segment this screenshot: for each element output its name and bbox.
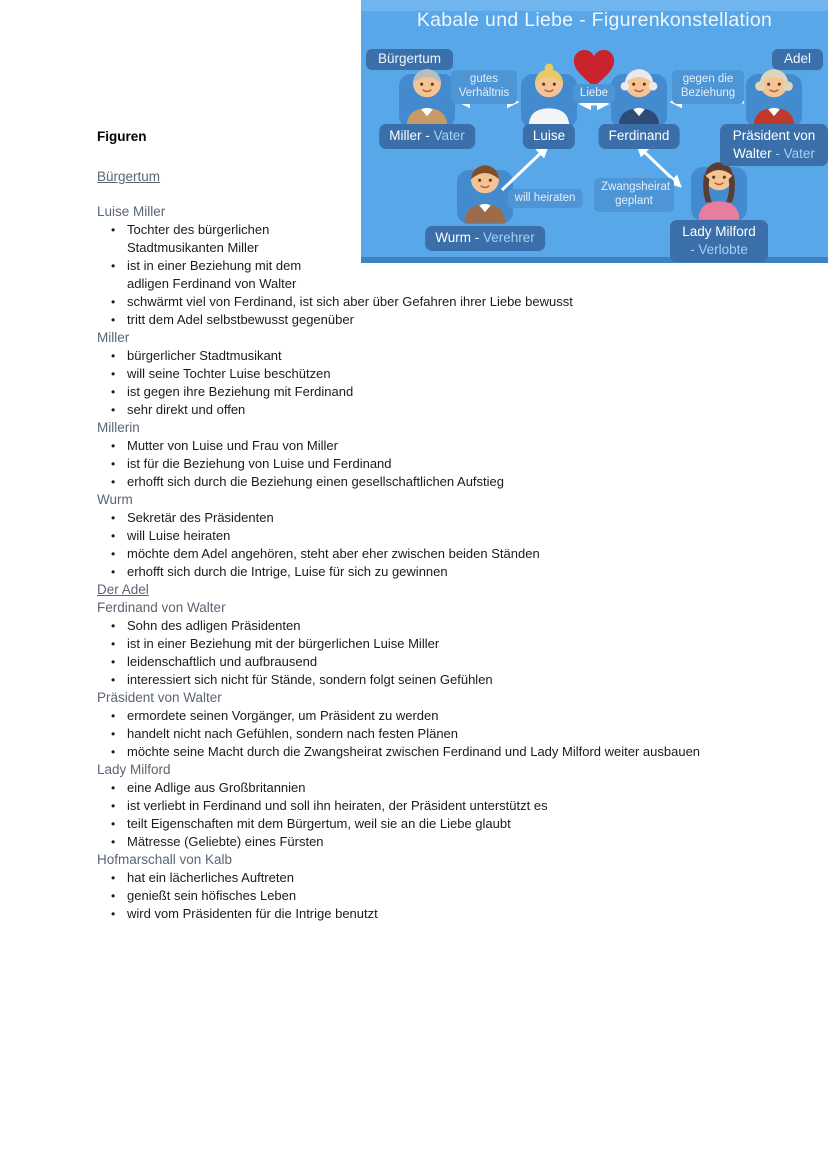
character-heading-wurm: Wurm bbox=[97, 492, 133, 507]
bullet-item: • ist in einer Beziehung mit der bürgerlichen Luise Miller bbox=[97, 635, 797, 653]
bullet-item: • tritt dem Adel selbstbewusst gegenüber bbox=[97, 311, 797, 329]
bullet-item: • Sekretär des Präsidenten bbox=[97, 509, 797, 527]
character-label-lady: Lady Milford - Verlobte bbox=[670, 220, 768, 262]
bullet-item: • ermordete seinen Vorgänger, um Präsident zu werden bbox=[97, 707, 797, 725]
character-heading-hofmarschall: Hofmarschall von Kalb bbox=[97, 852, 233, 867]
group-badge-buergertum: Bürgertum bbox=[366, 49, 453, 70]
section-heading-der-adel: Der Adel bbox=[97, 582, 149, 597]
relation-label-zwangsheirat: Zwangsheirat geplant bbox=[594, 178, 674, 212]
character-heading-miller: Miller bbox=[97, 330, 130, 345]
character-heading-lady-milford: Lady Milford bbox=[97, 762, 171, 777]
relation-label-liebe: Liebe bbox=[573, 84, 615, 103]
group-badge-adel: Adel bbox=[772, 49, 823, 70]
bullet-item: • möchte seine Macht durch die Zwangsheirat zwischen Ferdinand und Lady Milford weiter ausbauen bbox=[97, 743, 797, 761]
arrow-wurm-luise bbox=[502, 147, 547, 190]
diagram-title: Kabale und Liebe - Figurenkonstellation bbox=[416, 9, 773, 31]
bullet-list-wurm bbox=[97, 509, 797, 581]
bullet-item: • Tochter des bürgerlichen Stadtmusikanten Miller bbox=[97, 221, 332, 257]
character-heading-ferdinand: Ferdinand von Walter bbox=[97, 600, 226, 615]
bullet-item: • wird vom Präsidenten für die Intrige benutzt bbox=[97, 905, 797, 923]
figure-constellation-diagram bbox=[361, 0, 828, 263]
bullet-list-praesident bbox=[97, 707, 797, 761]
bullet-item: • genießt sein höfisches Leben bbox=[97, 887, 797, 905]
bullet-item: • möchte dem Adel angehören, steht aber eher zwischen beiden Ständen bbox=[97, 545, 797, 563]
bullet-item: • eine Adlige aus Großbritannien bbox=[97, 779, 797, 797]
relation-label-gutes-verhaeltnis: gutes Verhältnis bbox=[451, 70, 517, 104]
heart-icon bbox=[571, 47, 617, 89]
bullet-item: • will seine Tochter Luise beschützen bbox=[97, 365, 797, 383]
character-heading-millerin: Millerin bbox=[97, 420, 140, 435]
character-label-praesident: Präsident von Walter - Vater bbox=[720, 124, 828, 166]
bullet-item: • hat ein lächerliches Auftreten bbox=[97, 869, 797, 887]
bullet-list-miller bbox=[97, 347, 797, 419]
bullet-item: • erhofft sich durch die Intrige, Luise für sich zu gewinnen bbox=[97, 563, 797, 581]
bullet-item: • Sohn des adligen Präsidenten bbox=[97, 617, 797, 635]
bullet-item: • interessiert sich nicht für Stände, sondern folgt seinen Gefühlen bbox=[97, 671, 797, 689]
bullet-item: • ist gegen ihre Beziehung mit Ferdinand bbox=[97, 383, 797, 401]
bullet-item: • ist für die Beziehung von Luise und Ferdinand bbox=[97, 455, 797, 473]
relation-label-will-heiraten: will heiraten bbox=[508, 189, 583, 208]
character-heading-luise-miller: Luise Miller bbox=[97, 204, 166, 219]
bullet-item: • schwärmt viel von Ferdinand, ist sich aber über Gefahren ihrer Liebe bewusst bbox=[97, 293, 797, 311]
bullet-item: • erhofft sich durch die Beziehung einen gesellschaftlichen Aufstieg bbox=[97, 473, 797, 491]
character-label-miller: Miller - Vater bbox=[379, 124, 475, 149]
bullet-list-ferdinand bbox=[97, 617, 797, 689]
bullet-item: • bürgerlicher Stadtmusikant bbox=[97, 347, 797, 365]
relation-label-gegen-die-beziehung: gegen die Beziehung bbox=[672, 70, 744, 104]
character-label-luise: Luise bbox=[523, 124, 575, 149]
section-heading-buergertum: Bürgertum bbox=[97, 169, 161, 184]
character-label-wurm: Wurm - Verehrer bbox=[425, 226, 545, 251]
bullet-item: • ist in einer Beziehung mit dem adligen Ferdinand von Walter bbox=[97, 257, 332, 293]
bullet-item: • Mätresse (Geliebte) eines Fürsten bbox=[97, 833, 797, 851]
character-heading-praesident: Präsident von Walter bbox=[97, 690, 222, 705]
bullet-list-lady-milford bbox=[97, 779, 797, 851]
bullet-item: • teilt Eigenschaften mit dem Bürgertum, weil sie an die Liebe glaubt bbox=[97, 815, 797, 833]
character-label-ferdinand: Ferdinand bbox=[599, 124, 680, 149]
doc-title: Figuren bbox=[97, 129, 147, 144]
bullet-item: • sehr direkt und offen bbox=[97, 401, 797, 419]
bullet-list-hofmarschall bbox=[97, 869, 797, 923]
bullet-item: • will Luise heiraten bbox=[97, 527, 797, 545]
bullet-item: • ist verliebt in Ferdinand und soll ihn heiraten, der Präsident unterstützt es bbox=[97, 797, 797, 815]
bullet-item: • leidenschaftlich und aufbrausend bbox=[97, 653, 797, 671]
bullet-list-millerin bbox=[97, 437, 797, 491]
bullet-item: • Mutter von Luise und Frau von Miller bbox=[97, 437, 797, 455]
bullet-item: • handelt nicht nach Gefühlen, sondern nach festen Plänen bbox=[97, 725, 797, 743]
